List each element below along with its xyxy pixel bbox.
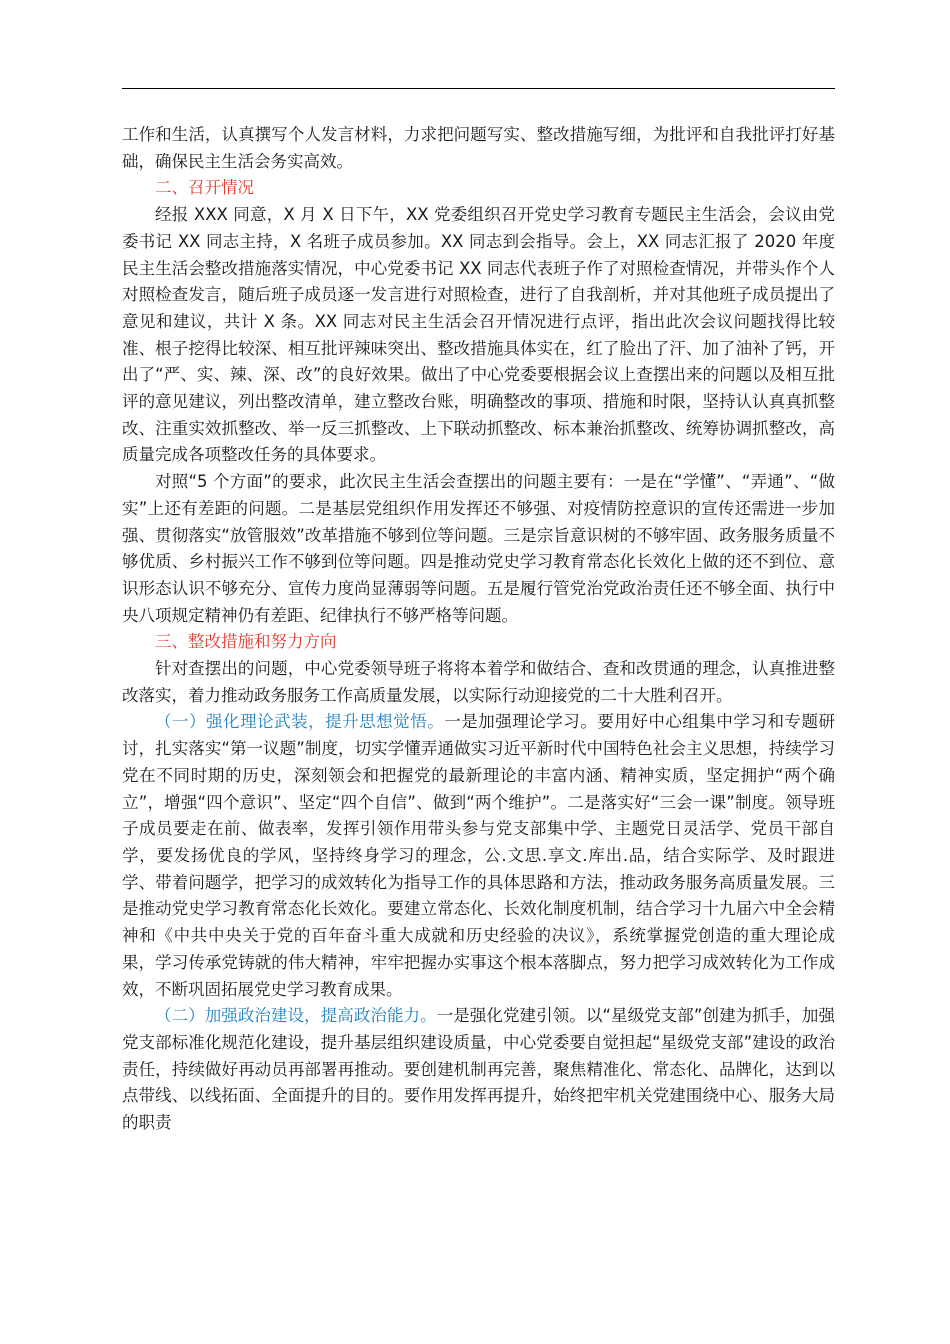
subsection-2-title: （二）加强政治建设，提高政治能力。 — [155, 1006, 437, 1026]
document-body — [122, 122, 835, 1137]
section-heading-3-text: 三、整改措施和努力方向 — [155, 632, 337, 652]
paragraph-measures-intro: 针对查摆出的问题，中心党委领导班子将将本着学和做结合、查和改贯通的理念，认真推进整改落实，着力推动政务服务工作高质量发展，以实际行动迎接党的二十大胜利召开。 — [122, 659, 835, 705]
paragraph-problems: 对照“5 个方面”的要求，此次民主生活会查摆出的问题主要有：一是在“学懂”、“弄通”、“做实”上还有差距的问题。二是基层党组织作用发挥还不够强、对疫情防控意识的宣传还需进一步加强、贯彻落实“放管服效”改革措施不够到位等问题。三是宗旨意识树的不够牢固、政务服务质量不够优质、乡村振兴工作不够到位等问题。四是推动党史学习教育常态化长效化上做的还不到位、意识形态认识不够充分、宣传力度尚显薄弱等问题。五是履行管党治党政治责任还不够全面、执行中央八项规定精神仍有差距、纪律执行不够严格等问题。 — [122, 472, 835, 625]
paragraph-meeting: 经报 XXX 同意，X 月 X 日下午，XX 党委组织召开党史学习教育专题民主生活会，会议由党委书记 XX 同志主持，X 名班子成员参加。XX 同志到会指导。会上，XX 同志汇报了 2020 年度民主生活会整改措施落实情况，中心党委书记 XX 同志代表班子作了对照检查情况，并带头作个人对照检查发言，随后班子成员逐一发言进行对照检查，进行了自我剖析，并对其他班子成员提出了意见和建议，共计 X 条。XX 同志对民主生活会召开情况进行点评，指出此次会议问题找得比较准、根子挖得比较深、相互批评辣味突出、整改措施具体实在，红了脸出了汗、加了油补了钙，开出了“严、实、辣、深、改”的良好效果。做出了中心党委要根据会议上查摆出来的问题以及相互批评的意见建议，列出整改清单，建立整改台账，明确整改的事项、措施和时限，坚持认认真真抓整改、注重实效抓整改、举一反三抓整改、上下联动抓整改、标本兼治抓整改、统筹协调抓整改，高质量完成各项整改任务的具体要求。 — [122, 205, 835, 465]
section-heading-3 — [122, 629, 835, 656]
subsection-1-title: （一）强化理论武装，提升思想觉悟。 — [155, 712, 445, 732]
subsection-1 — [122, 709, 835, 1003]
section-heading-2-text: 二、召开情况 — [155, 178, 254, 198]
subsection-2 — [122, 1003, 835, 1137]
subsection-2-body: 一是强化党建引领。以“星级党支部”创建为抓手，加强党支部标准化规范化建设，提升基层组织建设质量，中心党委要自觉担起“星级党支部”建设的政治责任，持续做好再动员再部署再推动。要创建机制再完善，聚焦精准化、常态化、品牌化，达到以点带线、以线拓面、全面提升的目的。要作用发挥再提升，始终把牢机关党建围绕中心、服务大局的职责 — [122, 1006, 835, 1133]
header-rule — [122, 88, 835, 89]
paragraph-continuation: 工作和生活，认真撰写个人发言材料，力求把问题写实、整改措施写细，为批评和自我批评打好基础，确保民主生活会务实高效。 — [122, 125, 835, 171]
subsection-1-body: 一是加强理论学习。要用好中心组集中学习和专题研讨，扎实落实“第一议题”制度，切实学懂弄通做实习近平新时代中国特色社会主义思想，持续学习党在不同时期的历史，深刻领会和把握党的最新理论的丰富内涵、精神实质，坚定拥护“两个确立”，增强“四个意识”、坚定“四个自信”、做到“两个维护”。二是落实好“三会一课”制度。领导班子成员要走在前、做表率，发挥引领作用带头参与党支部集中学、主题党日灵活学、党员干部自学，要发扬优良的学风，坚持终身学习的理念，公.文思.享文.库出.品，结合实际学、及时跟进学、带着问题学，把学习的成效转化为指导工作的具体思路和方法，推动政务服务高质量发展。三是推动党史学习教育常态化长效化。要建立常态化、长效化制度机制，结合学习十九届六中全会精神和《中共中央关于党的百年奋斗重大成就和历史经验的决议》，系统掌握党创造的重大理论成果，学习传承党铸就的伟大精神，牢牢把握办实事这个根本落脚点，努力把学习成效转化为工作成效，不断巩固拓展党史学习教育成果。 — [122, 712, 836, 999]
section-heading-2 — [122, 175, 835, 202]
